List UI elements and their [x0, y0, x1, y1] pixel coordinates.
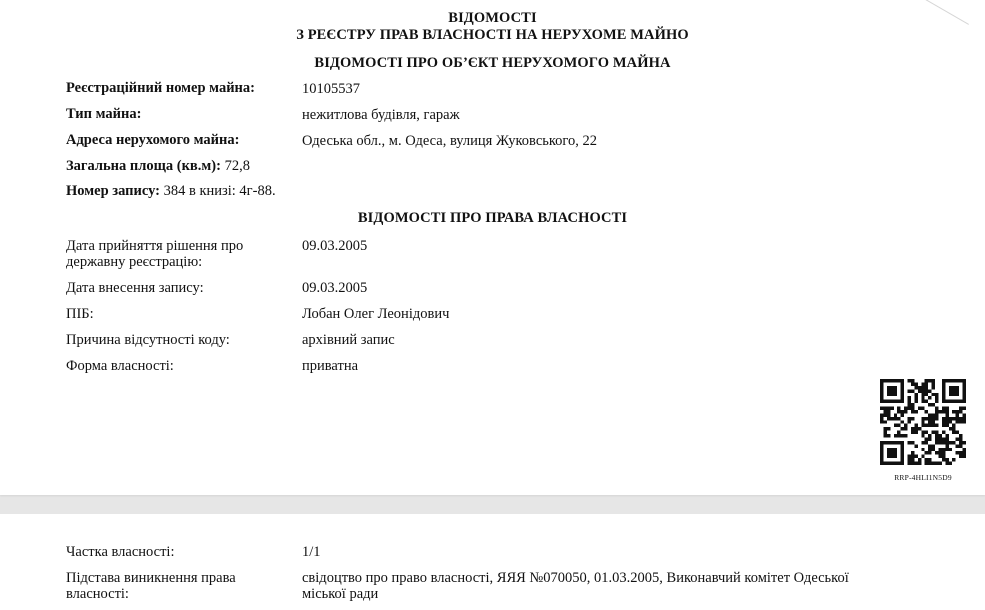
rights-section-title: ВІДОМОСТІ ПРО ПРАВА ВЛАСНОСТІ: [357, 210, 628, 226]
object-section-title: ВІДОМОСТІ ПРО ОБ’ЄКТ НЕРУХОМОГО МАЙНА: [314, 55, 671, 71]
record-label: Номер запису:: [66, 183, 160, 199]
basis-value: свідоцтво про право власності, ЯЯЯ №070050, 01.03.2005, Виконавчий комітет Одеської міської ради: [302, 570, 849, 602]
ownership-form-value: приватна: [302, 358, 359, 374]
basis-label: Підстава виникнення права власності:: [66, 570, 236, 602]
share-label: Частка власності:: [66, 544, 175, 560]
reg-number-label: Реєстраційний номер майна:: [66, 80, 255, 96]
decision-date-label: Дата прийняття рішення про державну реєстрацію:: [66, 238, 244, 270]
share-value: 1/1: [302, 544, 321, 560]
address-value: Одеська обл., м. Одеса, вулиця Жуковського, 22: [302, 133, 598, 149]
type-label: Тип майна:: [66, 106, 142, 122]
address-label: Адреса нерухомого майна:: [66, 132, 240, 148]
reg-number-row: [66, 80, 255, 97]
qr-code-text: RRP-4HLI1N5D9: [894, 473, 952, 482]
document-page-2: [0, 514, 985, 610]
entry-date-label: Дата внесення запису:: [66, 280, 204, 296]
doc-title: ВІДОМОСТІ: [448, 10, 537, 26]
qr-code-icon: [880, 379, 966, 465]
record-row: [66, 183, 276, 200]
decision-date-value: 09.03.2005: [302, 238, 368, 254]
type-value: нежитлова будівля, гараж: [302, 107, 460, 123]
address-row: [66, 132, 239, 149]
area-row: [66, 158, 250, 175]
no-code-reason-label: Причина відсутності коду:: [66, 332, 230, 348]
name-value: Лобан Олег Леонідович: [302, 306, 450, 322]
area-value: 72,8: [224, 158, 250, 174]
no-code-reason-value: архівний запис: [302, 332, 395, 348]
area-label: Загальна площа (кв.м):: [66, 158, 221, 174]
type-row: [66, 106, 141, 123]
doc-subtitle: З РЕЄСТРУ ПРАВ ВЛАСНОСТІ НА НЕРУХОМЕ МАЙНО: [296, 27, 689, 43]
name-label: ПІБ:: [66, 306, 94, 322]
ownership-form-label: Форма власності:: [66, 358, 174, 374]
entry-date-value: 09.03.2005: [302, 280, 368, 296]
record-value: 384 в книзі: 4г-88.: [163, 183, 276, 199]
reg-number-value: 10105537: [302, 81, 360, 97]
